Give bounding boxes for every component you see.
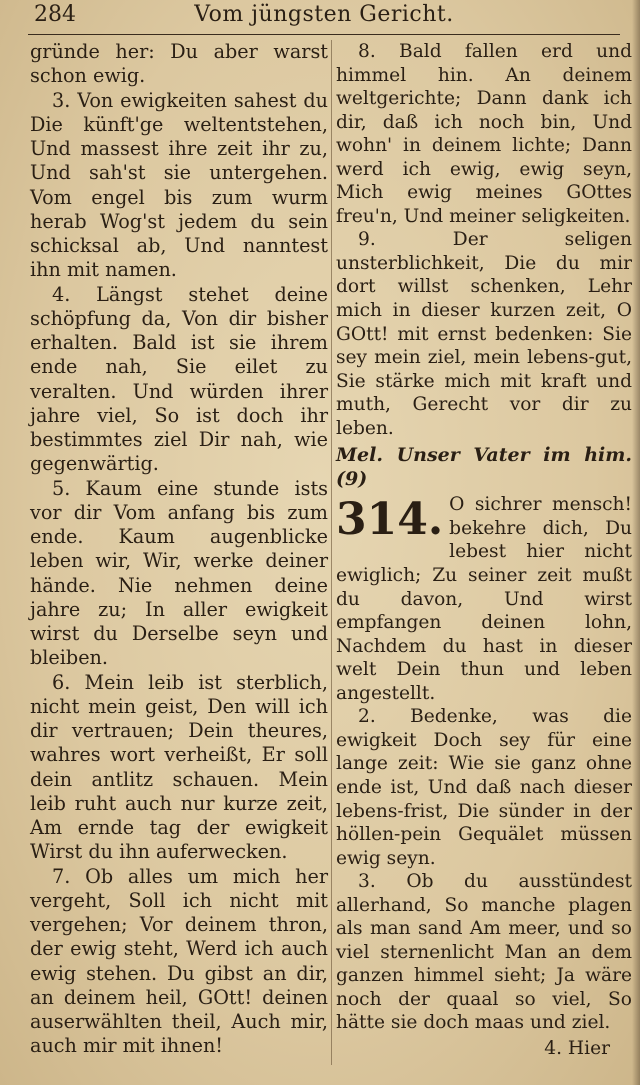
left-column [30,40,328,1071]
stanza-3: 3. Von ewigkeiten sahest du Die künft'ge weltentstehen, Und massest ihre zeit ihr zu, Und sah'st sie untergehen. Vom engel bis zum wurm herab Wog'st jedem du sein schicksal ab, Und nanntest ihn mit namen. [30,88,328,282]
page-edge-shadow [632,0,640,1085]
hymn-stanza-2: 2. Bedenke, was die ewigkeit Doch sey für eine lange zeit: Wie sie ganz ohne ende ist, Und daß nach dieser lebens-frist, Die sünder in der höllen-pein Gequälet müssen ewig seyn. [336,706,632,869]
hymn-number: 314. [336,494,444,546]
hymn-314-start [336,493,632,705]
stanza-5: 5. Kaum eine stunde ists vor dir Vom anfang bis zum ende. Kaum augenblicke leben wir, Wir, werke deiner hände. Nie nehmen deine jahre zu; In aller ewigkeit wirst du Derselbe seyn und bleiben. [30,476,328,670]
catchword: 4. Hier [544,1037,610,1059]
stanza-4: 4. Längst stehet deine schöpfung da, Von dir bisher erhalten. Bald ist sie ihrem ende nah, Sie eilet zu veralten. Und würden ihrer jahre viel, So ist doch ihr bestimmtes ziel Dir nah, wie gegenwärtig. [30,282,328,476]
melody-line: Mel. Unser Vater im him. (9) [336,444,632,490]
hymn-stanza-3: 3. Ob du ausstündest allerhand, So manche plagen als man sand Am meer, und so viel sternenlicht Man an dem ganzen himmel sieht; Ja wäre noch der quaal so viel, So hätte sie doch maas und ziel. [336,871,632,1034]
stanza-7: 7. Ob alles um mich her vergeht, Soll ich nicht mit vergehen; Vor deinem thron, der ewig steht, Werd ich auch ewig stehen. Du gibst an dir, an deinem heil, GOtt! deinen auserwählten theil, Auch mir, auch mir mit ihnen! [30,864,328,1058]
page-number: 284 [34,2,76,27]
column-divider [331,40,332,1065]
stanza-9: 9. Der seligen unsterblichkeit, Die du mir dort willst schenken, Lehr mich in dieser kurzen zeit, O GOtt! mit ernst bedenken: Sie sey mein ziel, mein lebens-gut, Sie stärke mich mit kraft und muth, Gerecht vor dir zu leben. [336,229,632,439]
stanza-continuation: gründe her: Du aber warst schon ewig. [30,40,328,88]
running-header [28,0,620,35]
running-title: Vom jüngsten Gericht. [194,2,454,27]
stanza-8: 8. Bald fallen erd und himmel hin. An deinem weltgerichte; Dann dank ich dir, daß ich noch bin, Und wohn' in deinem lichte; Dann werd ich ewig, ewig seyn, Mich ewig meines GOttes freu'n, Und meiner seligkeiten. [336,41,632,227]
hymn-first-stanza: O sichrer mensch! bekehre dich, Du lebest hier nicht ewiglich; Zu seiner zeit mußt du davon, Und wirst empfangen deinen lohn, Nachdem du hast in dieser welt Dein thun und leben angestellt. [336,494,632,704]
right-column [336,40,632,1071]
stanza-6: 6. Mein leib ist sterblich, nicht mein geist, Den will ich dir vertrauen; Dein theures, wahres wort verheißt, Er soll dein antlitz schauen. Mein leib ruht auch nur kurze zeit, Am ernde tag der ewigkeit Wirst du ihn auferwecken. [30,670,328,864]
